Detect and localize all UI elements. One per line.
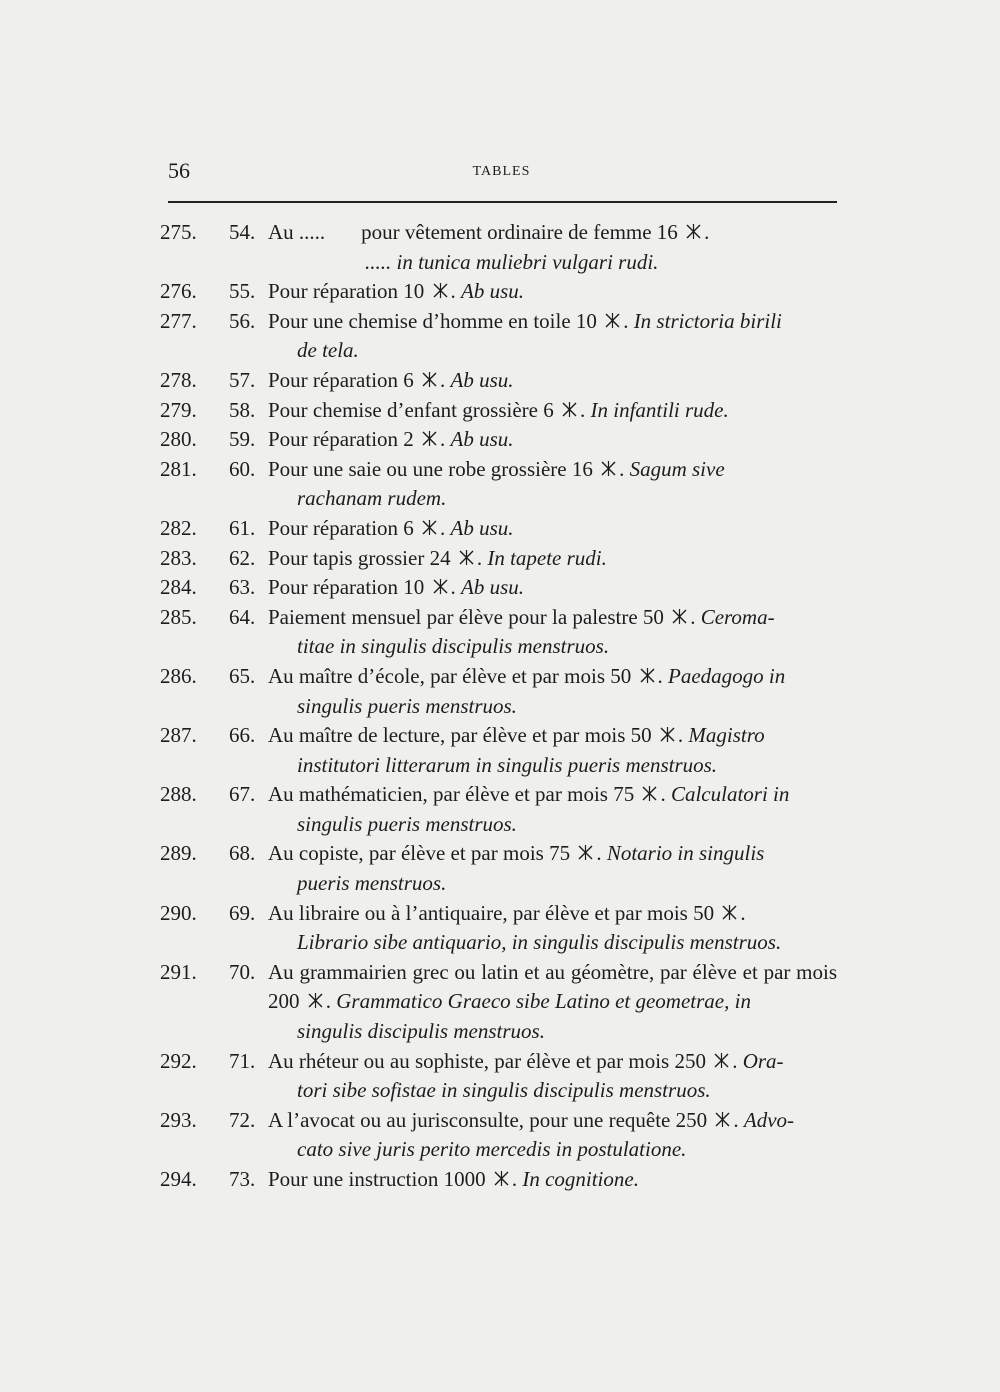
entry-french-text: pour vêtement ordinaire de femme 16 xyxy=(361,220,678,244)
entry-punct: . xyxy=(704,220,710,244)
entry-subnumber: 59. xyxy=(229,427,256,452)
entry-subnumber: 58. xyxy=(229,397,256,422)
entry-subnumber: 68. xyxy=(229,841,256,866)
entry-french-text: Pour réparation 6 xyxy=(268,515,414,540)
entry-punct: . xyxy=(740,900,746,925)
entry-punct: . xyxy=(450,575,456,600)
entry-latin-continuation: cato sive juris perito mercedis in postulatione. xyxy=(297,1137,687,1162)
entry-subnumber: 57. xyxy=(229,367,256,392)
entry-number: 283. xyxy=(160,545,197,570)
list-item xyxy=(160,455,837,514)
list-item xyxy=(160,721,837,780)
entry-punct: . xyxy=(660,782,666,807)
entry-latin-text: In cognitione. xyxy=(522,1167,639,1191)
entry-latin-continuation: ..... in tunica muliebri vulgari rudi. xyxy=(365,249,659,274)
list-item xyxy=(160,1106,837,1165)
entry-punct: . xyxy=(677,723,684,748)
denarius-sign-icon xyxy=(577,844,594,861)
entry-latin-continuation: singulis pueris menstruos. xyxy=(297,811,517,836)
page-header xyxy=(168,158,835,190)
entry-subnumber: 65. xyxy=(229,663,256,688)
list-item xyxy=(160,218,837,277)
entry-number: 280. xyxy=(160,427,197,452)
entry-subnumber: 67. xyxy=(229,782,256,807)
entry-french-text: Pour une chemise d’homme en toile 10 xyxy=(268,308,597,333)
list-item xyxy=(160,662,837,721)
list-item xyxy=(160,573,837,603)
entry-number: 286. xyxy=(160,663,197,688)
entry-number: 275. xyxy=(160,220,197,244)
entry-french-text: Pour réparation 10 xyxy=(268,575,425,600)
denarius-sign-icon xyxy=(307,992,324,1009)
entry-punct: . xyxy=(733,1107,739,1132)
denarius-sign-icon xyxy=(458,549,475,566)
entry-latin-continuation: titae in singulis discipulis menstruos. xyxy=(297,634,610,659)
entry-latin-text: Calculatori in xyxy=(670,782,790,807)
list-item xyxy=(160,307,837,366)
entry-number: 290. xyxy=(160,900,197,925)
list-item xyxy=(160,277,837,307)
entry-latin-text: Ceroma- xyxy=(700,604,775,629)
entry-french-text: A l’avocat ou au jurisconsulte, pour une requête 250 xyxy=(268,1107,708,1132)
list-item xyxy=(160,839,837,898)
entry-number: 292. xyxy=(160,1048,197,1073)
entry-number: 284. xyxy=(160,575,197,600)
entry-number: 278. xyxy=(160,367,197,392)
list-item xyxy=(160,1165,837,1195)
entry-latin-text: Paedagogo in xyxy=(668,663,786,688)
entry-latin-text: In strictoria birili xyxy=(633,308,782,333)
denarius-sign-icon xyxy=(685,223,702,240)
entry-number: 279. xyxy=(160,397,197,422)
denarius-sign-icon xyxy=(641,785,658,802)
entry-subnumber: 54. xyxy=(229,220,256,244)
entry-latin-continuation: rachanam rudem. xyxy=(297,486,447,511)
entry-punct: . xyxy=(476,545,483,570)
entry-subnumber: 62. xyxy=(229,545,256,570)
entry-latin-text: Sagum sive xyxy=(629,456,725,481)
entry-subnumber: 70. xyxy=(229,959,256,984)
denarius-sign-icon xyxy=(721,904,738,921)
entry-subnumber: 56. xyxy=(229,308,256,333)
entry-latin-continuation: pueris menstruos. xyxy=(297,871,447,896)
entry-latin-text: Advo- xyxy=(743,1107,795,1132)
entry-latin-continuation: de tela. xyxy=(297,338,359,363)
entry-latin-text: Ab usu. xyxy=(461,575,525,600)
running-title: TABLES xyxy=(472,164,531,179)
entry-latin-text: Ab usu. xyxy=(450,515,514,540)
entry-number: 288. xyxy=(160,782,197,807)
price-list xyxy=(160,218,837,1195)
entry-punct: . xyxy=(690,604,696,629)
entry-french-text: Pour une saie ou une robe grossière 16 xyxy=(268,456,593,481)
denarius-sign-icon xyxy=(714,1111,731,1128)
denarius-sign-icon xyxy=(671,608,688,625)
entry-french-text: Pour chemise d’enfant grossière 6 xyxy=(268,397,554,422)
entry-french-text: Pour réparation 6 xyxy=(268,367,414,392)
entry-number: 276. xyxy=(160,279,197,304)
entry-subnumber: 55. xyxy=(229,279,256,304)
denarius-sign-icon xyxy=(493,1170,510,1187)
entry-latin-text: In infantili rude. xyxy=(590,397,729,422)
list-item xyxy=(160,899,837,958)
entry-number: 277. xyxy=(160,308,197,333)
denarius-sign-icon xyxy=(432,578,449,595)
page-number: 56 xyxy=(168,158,190,183)
entry-french-text: Au copiste, par élève et par mois 75 xyxy=(268,841,571,866)
entry-punct: . xyxy=(580,397,586,422)
entry-subnumber: 73. xyxy=(229,1167,256,1191)
entry-french-text: Pour une instruction 1000 xyxy=(268,1167,486,1191)
entry-number: 281. xyxy=(160,456,197,481)
entry-punct: . xyxy=(440,427,446,452)
entry-punct: . xyxy=(657,663,663,688)
entry-latin-continuation: institutori litterarum in singulis pueris menstruos. xyxy=(297,752,718,777)
entry-latin-text: Magistro xyxy=(688,723,765,748)
denarius-sign-icon xyxy=(639,667,656,684)
entry-punct: . xyxy=(440,367,446,392)
entry-number: 291. xyxy=(160,959,197,984)
entry-latin-text: Ab usu. xyxy=(461,279,525,304)
entry-french-text: Au libraire ou à l’antiquaire, par élève et par mois 50 xyxy=(268,900,715,925)
entry-latin-text: Notario in singulis xyxy=(606,841,765,866)
entry-french-text: Au mathématicien, par élève et par mois 75 xyxy=(268,782,635,807)
denarius-sign-icon xyxy=(421,519,438,536)
entry-french-text: Pour réparation 2 xyxy=(268,427,414,452)
entry-punct: . xyxy=(511,1167,518,1191)
entry-latin-text: In tapete rudi. xyxy=(487,545,607,570)
list-item xyxy=(160,544,837,574)
entry-punct: . xyxy=(623,308,629,333)
entry-french-text: Au grammairien grec ou latin et au géomètre, par élève et par mois 200 xyxy=(268,959,837,1014)
entry-french-text: Au rhéteur ou au sophiste, par élève et par mois 250 xyxy=(268,1048,706,1073)
entry-number: 293. xyxy=(160,1107,197,1132)
entry-punct: . xyxy=(450,279,456,304)
denarius-sign-icon xyxy=(421,430,438,447)
list-item xyxy=(160,603,837,662)
list-item xyxy=(160,425,837,455)
entry-latin-text: Ab usu. xyxy=(450,427,514,452)
denarius-sign-icon xyxy=(432,282,449,299)
denarius-sign-icon xyxy=(659,726,676,743)
entry-number: 294. xyxy=(160,1167,197,1191)
denarius-sign-icon xyxy=(600,460,617,477)
entry-french-text: Paiement mensuel par élève pour la palestre 50 xyxy=(268,604,664,629)
entry-number: 287. xyxy=(160,723,197,748)
entry-french-text: Pour tapis grossier 24 xyxy=(268,545,451,570)
entry-subnumber: 71. xyxy=(229,1048,256,1073)
list-item xyxy=(160,958,837,1047)
entry-latin-text: Grammatico Graeco sibe Latino et geometrae, in xyxy=(336,989,751,1014)
entry-subnumber: 72. xyxy=(229,1107,256,1132)
denarius-sign-icon xyxy=(604,312,621,329)
list-item xyxy=(160,396,837,426)
list-item xyxy=(160,780,837,839)
entry-lead: Au ..... xyxy=(268,220,326,244)
entry-french-text: Pour réparation 10 xyxy=(268,279,425,304)
entry-subnumber: 69. xyxy=(229,900,256,925)
list-item xyxy=(160,1047,837,1106)
entry-subnumber: 64. xyxy=(229,604,256,629)
entry-subnumber: 63. xyxy=(229,575,256,600)
entry-subnumber: 61. xyxy=(229,515,256,540)
entry-french-text: Au maître de lecture, par élève et par mois 50 xyxy=(268,723,652,748)
denarius-sign-icon xyxy=(713,1052,730,1069)
entry-number: 289. xyxy=(160,841,197,866)
entry-punct: . xyxy=(596,841,602,866)
entry-latin-continuation: singulis discipulis menstruos. xyxy=(297,1019,545,1044)
entry-latin-text: Ora- xyxy=(742,1048,784,1073)
header-rule xyxy=(168,201,837,203)
entry-subnumber: 60. xyxy=(229,456,256,481)
entry-latin-continuation: tori sibe sofistae in singulis discipulis menstruos. xyxy=(297,1078,711,1103)
entry-french-text: Au maître d’école, par élève et par mois 50 xyxy=(268,663,632,688)
entry-subnumber: 66. xyxy=(229,723,256,748)
entry-latin-continuation: Librario sibe antiquario, in singulis discipulis menstruos. xyxy=(297,930,782,955)
denarius-sign-icon xyxy=(561,401,578,418)
entry-punct: . xyxy=(440,515,446,540)
entry-punct: . xyxy=(325,989,331,1014)
entry-latin-continuation: singulis pueris menstruos. xyxy=(297,693,517,718)
entry-number: 285. xyxy=(160,604,197,629)
entry-number: 282. xyxy=(160,515,197,540)
list-item xyxy=(160,366,837,396)
denarius-sign-icon xyxy=(421,371,438,388)
list-item xyxy=(160,514,837,544)
entry-punct: . xyxy=(732,1048,738,1073)
entry-punct: . xyxy=(619,456,625,481)
entry-latin-text: Ab usu. xyxy=(450,367,514,392)
